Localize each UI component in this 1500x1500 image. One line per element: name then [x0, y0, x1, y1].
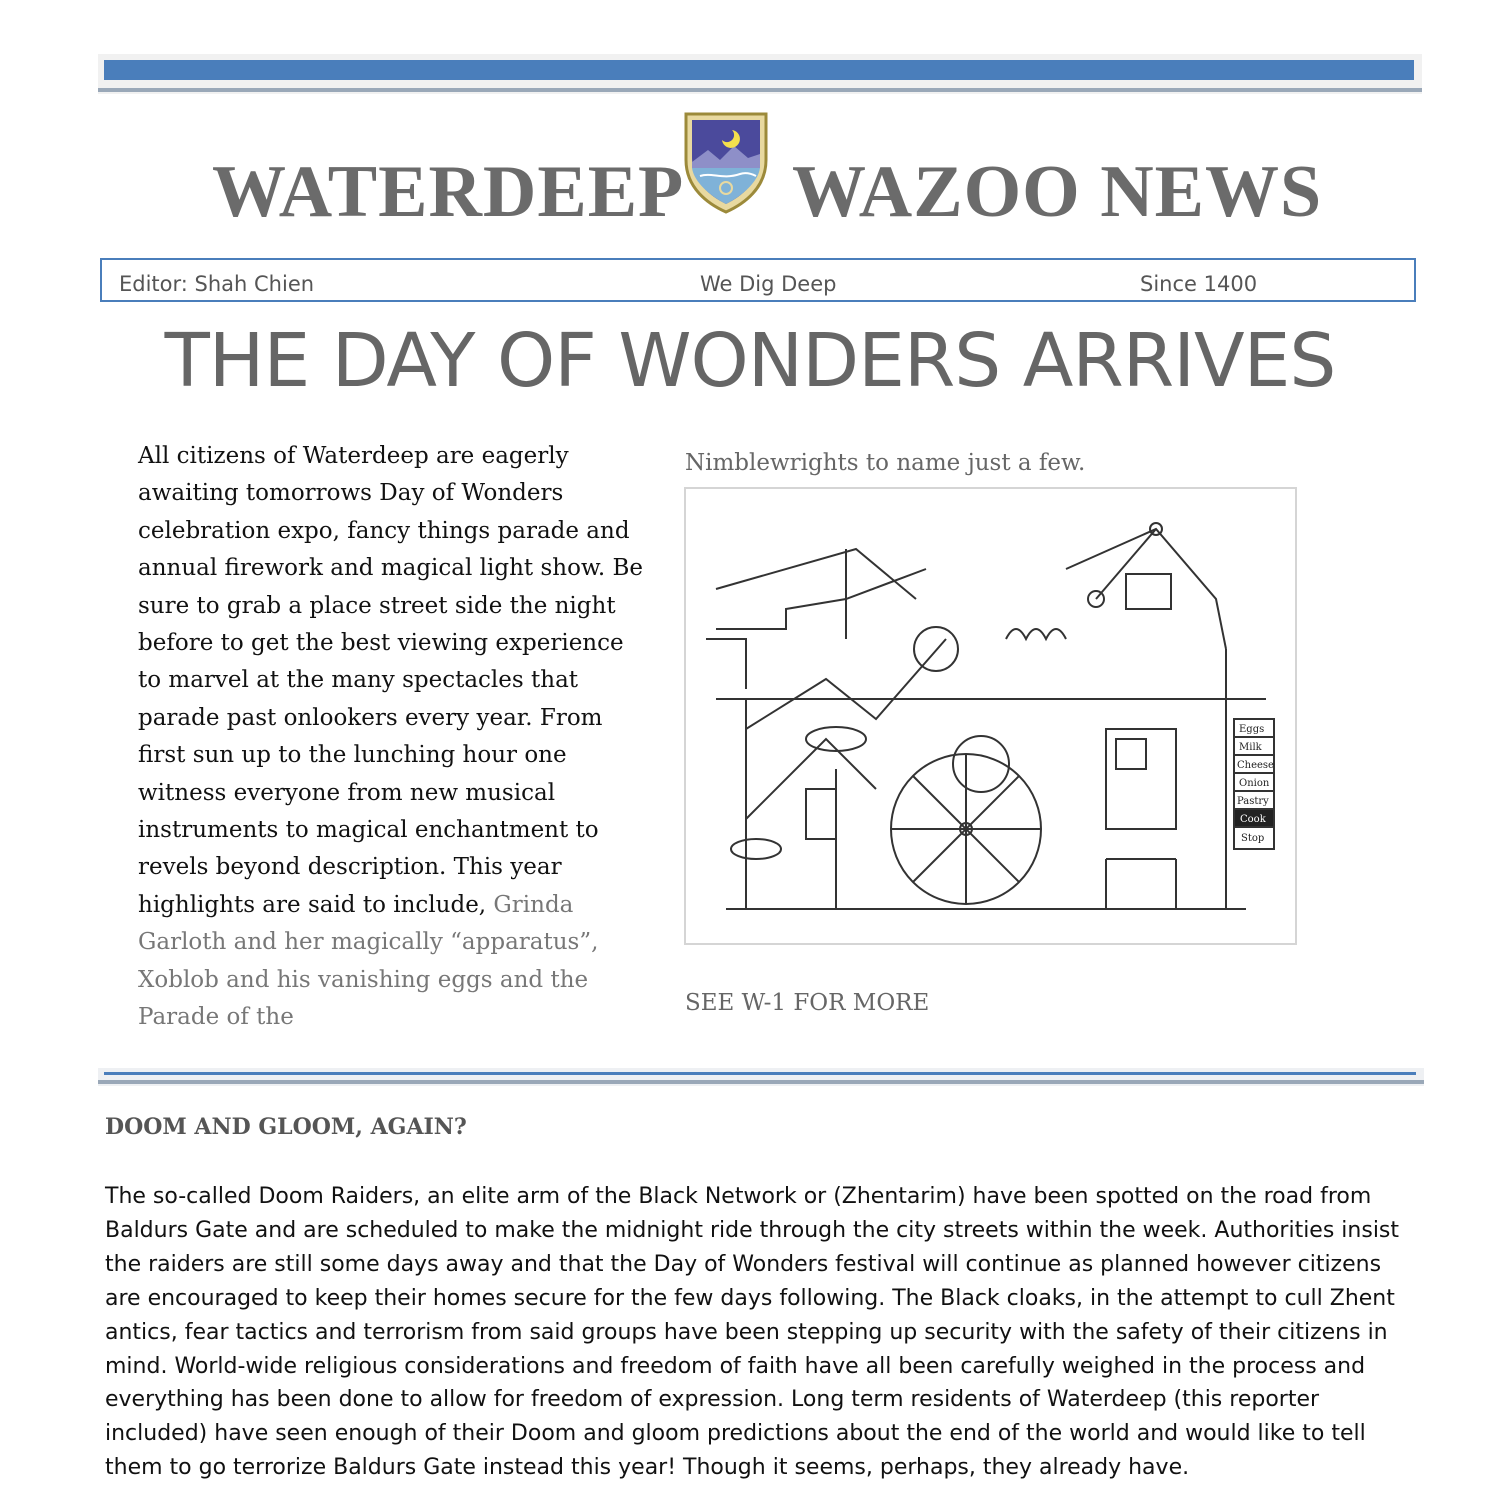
label-cook: Cook	[1240, 814, 1266, 825]
section-separator-underline	[98, 1080, 1424, 1084]
section-title: DOOM AND GLOOM, AGAIN?	[105, 1114, 467, 1140]
top-banner-underline	[98, 88, 1422, 92]
article-body: All citizens of Waterdeep are eagerly awaiting tomorrows Day of Wonders celebration expo, fancy things parade and annual firework and magical light show. Be sure to grab a place street side the night before to get the best viewing experience to marvel at the many spectacles that parade past onlookers every year. From first sun up to the lunching hour one witness everyone from new musical instruments to magical enchantment to revels beyond description. This year highlights are said to include,	[138, 443, 644, 918]
editor-credit: Editor: Shah Chien	[119, 272, 315, 296]
info-bar	[100, 258, 1416, 302]
see-more-link: SEE W-1 FOR MORE	[685, 990, 930, 1016]
section-body: The so-called Doom Raiders, an elite arm of the Black Network or (Zhentarim) have been spotted on the road from Baldurs Gate and are scheduled to make the midnight ride through the city streets within the week. Authorities insist the raiders are still some days away and that the Day of Wonders festival will continue as planned however citizens are encouraged to keep their homes secure for the few days following. The Black cloaks, in the attempt to cull Zhent antics, fear tactics and terrorism from said groups have been stepping up security with the safety of their citizens in mind. World-wide religious considerations and freedom of faith have all been carefully weighed in the process and everything has been done to allow for freedom of expression. Long term residents of Waterdeep (this reporter included) have seen enough of their Doom and gloom predictions about the end of the world and would like to tell them to go terrorize Baldurs Gate instead this year! Though it seems, perhaps, they already have.	[105, 1184, 1400, 1481]
motto: We Dig Deep	[700, 272, 837, 296]
waterdeep-crest-icon	[682, 110, 770, 214]
label-milk: Milk	[1239, 742, 1262, 753]
since-date: Since 1400	[1140, 272, 1258, 296]
label-onion: Onion	[1239, 778, 1270, 789]
masthead-left: WATERDEEP	[212, 151, 685, 233]
masthead-right: WAZOO NEWS	[792, 151, 1323, 233]
label-eggs: Eggs	[1239, 724, 1265, 735]
contraption-illustration-icon	[686, 489, 1295, 943]
article-body-faded: Grinda Garloth and her magically “apparatus”, Xoblob and his vanishing eggs and the Parade of the	[138, 891, 599, 1031]
label-stop: Stop	[1241, 833, 1265, 844]
section-separator-line	[104, 1072, 1416, 1075]
label-pastry: Pastry	[1237, 796, 1269, 807]
page-headline: THE DAY OF WONDERS ARRIVES	[164, 318, 1336, 404]
label-cheese: Cheese	[1237, 760, 1274, 771]
contraption-figure	[684, 487, 1297, 945]
article-continuation: Nimblewrights to name just a few.	[685, 450, 1086, 476]
article-column-left	[138, 438, 648, 1037]
top-banner-bar	[104, 60, 1414, 80]
